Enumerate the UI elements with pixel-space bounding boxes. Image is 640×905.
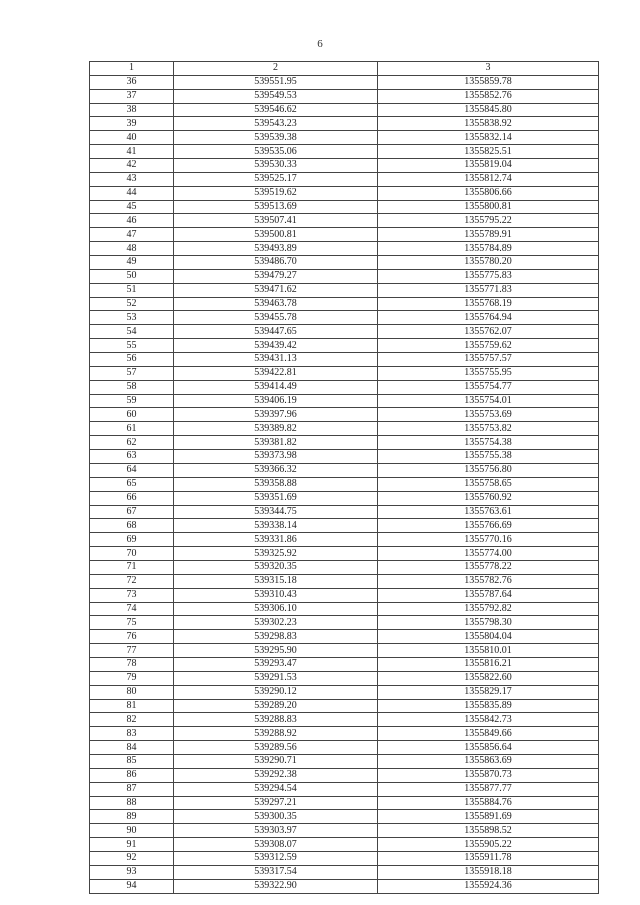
x-coordinate-cell: 539513.69 — [174, 200, 378, 214]
table-row — [90, 699, 599, 713]
x-coordinate-cell: 539303.97 — [174, 824, 378, 838]
y-coordinate-cell: 1355822.60 — [378, 671, 599, 685]
x-coordinate-cell: 539302.23 — [174, 616, 378, 630]
table-row — [90, 353, 599, 367]
x-coordinate-cell: 539455.78 — [174, 311, 378, 325]
point-number-cell: 47 — [90, 228, 174, 242]
table-row — [90, 422, 599, 436]
point-number-cell: 38 — [90, 103, 174, 117]
x-coordinate-cell: 539447.65 — [174, 325, 378, 339]
point-number-cell: 82 — [90, 713, 174, 727]
point-number-cell: 89 — [90, 810, 174, 824]
table-row — [90, 796, 599, 810]
point-number-cell: 63 — [90, 450, 174, 464]
table-row — [90, 242, 599, 256]
x-coordinate-cell: 539389.82 — [174, 422, 378, 436]
y-coordinate-cell: 1355816.21 — [378, 657, 599, 671]
column-header: 1 — [90, 62, 174, 76]
point-number-cell: 74 — [90, 602, 174, 616]
y-coordinate-cell: 1355905.22 — [378, 838, 599, 852]
point-number-cell: 45 — [90, 200, 174, 214]
point-number-cell: 93 — [90, 865, 174, 879]
point-number-cell: 46 — [90, 214, 174, 228]
table-row — [90, 394, 599, 408]
x-coordinate-cell: 539525.17 — [174, 172, 378, 186]
x-coordinate-cell: 539551.95 — [174, 75, 378, 89]
point-number-cell: 54 — [90, 325, 174, 339]
table-row — [90, 851, 599, 865]
point-number-cell: 85 — [90, 754, 174, 768]
point-number-cell: 72 — [90, 574, 174, 588]
x-coordinate-cell: 539308.07 — [174, 838, 378, 852]
point-number-cell: 44 — [90, 186, 174, 200]
table-row — [90, 865, 599, 879]
x-coordinate-cell: 539310.43 — [174, 588, 378, 602]
y-coordinate-cell: 1355757.57 — [378, 353, 599, 367]
table-row — [90, 519, 599, 533]
column-header: 3 — [378, 62, 599, 76]
x-coordinate-cell: 539292.38 — [174, 768, 378, 782]
point-number-cell: 61 — [90, 422, 174, 436]
y-coordinate-cell: 1355812.74 — [378, 172, 599, 186]
y-coordinate-cell: 1355877.77 — [378, 782, 599, 796]
y-coordinate-cell: 1355780.20 — [378, 256, 599, 270]
x-coordinate-cell: 539351.69 — [174, 491, 378, 505]
page-number: 6 — [317, 38, 323, 50]
x-coordinate-cell: 539290.71 — [174, 754, 378, 768]
table-row — [90, 741, 599, 755]
table-header-row — [90, 62, 599, 76]
x-coordinate-cell: 539406.19 — [174, 394, 378, 408]
table-row — [90, 713, 599, 727]
point-number-cell: 43 — [90, 172, 174, 186]
table-row — [90, 172, 599, 186]
y-coordinate-cell: 1355760.92 — [378, 491, 599, 505]
y-coordinate-cell: 1355754.77 — [378, 380, 599, 394]
table-row — [90, 547, 599, 561]
x-coordinate-cell: 539471.62 — [174, 283, 378, 297]
table-row — [90, 754, 599, 768]
y-coordinate-cell: 1355863.69 — [378, 754, 599, 768]
x-coordinate-cell: 539431.13 — [174, 353, 378, 367]
point-number-cell: 64 — [90, 463, 174, 477]
y-coordinate-cell: 1355784.89 — [378, 242, 599, 256]
x-coordinate-cell: 539295.90 — [174, 644, 378, 658]
table-row — [90, 436, 599, 450]
table-row — [90, 339, 599, 353]
y-coordinate-cell: 1355800.81 — [378, 200, 599, 214]
table-row — [90, 450, 599, 464]
point-number-cell: 58 — [90, 380, 174, 394]
y-coordinate-cell: 1355755.95 — [378, 366, 599, 380]
table-row — [90, 505, 599, 519]
point-number-cell: 59 — [90, 394, 174, 408]
table-row — [90, 283, 599, 297]
point-number-cell: 69 — [90, 533, 174, 547]
x-coordinate-cell: 539358.88 — [174, 477, 378, 491]
y-coordinate-cell: 1355787.64 — [378, 588, 599, 602]
point-number-cell: 49 — [90, 256, 174, 270]
x-coordinate-cell: 539463.78 — [174, 297, 378, 311]
point-number-cell: 68 — [90, 519, 174, 533]
point-number-cell: 81 — [90, 699, 174, 713]
point-number-cell: 42 — [90, 159, 174, 173]
table-row — [90, 685, 599, 699]
table-row — [90, 574, 599, 588]
point-number-cell: 62 — [90, 436, 174, 450]
y-coordinate-cell: 1355856.64 — [378, 741, 599, 755]
table-row — [90, 463, 599, 477]
point-number-cell: 70 — [90, 547, 174, 561]
x-coordinate-cell: 539300.35 — [174, 810, 378, 824]
point-number-cell: 90 — [90, 824, 174, 838]
y-coordinate-cell: 1355835.89 — [378, 699, 599, 713]
point-number-cell: 77 — [90, 644, 174, 658]
point-number-cell: 79 — [90, 671, 174, 685]
x-coordinate-cell: 539530.33 — [174, 159, 378, 173]
point-number-cell: 91 — [90, 838, 174, 852]
table-row — [90, 588, 599, 602]
x-coordinate-cell: 539373.98 — [174, 450, 378, 464]
point-number-cell: 76 — [90, 630, 174, 644]
y-coordinate-cell: 1355758.65 — [378, 477, 599, 491]
x-coordinate-cell: 539294.54 — [174, 782, 378, 796]
point-number-cell: 78 — [90, 657, 174, 671]
table-row — [90, 325, 599, 339]
point-number-cell: 92 — [90, 851, 174, 865]
x-coordinate-cell: 539288.92 — [174, 727, 378, 741]
x-coordinate-cell: 539306.10 — [174, 602, 378, 616]
table-row — [90, 89, 599, 103]
x-coordinate-cell: 539288.83 — [174, 713, 378, 727]
y-coordinate-cell: 1355774.00 — [378, 547, 599, 561]
x-coordinate-cell: 539519.62 — [174, 186, 378, 200]
table-row — [90, 782, 599, 796]
point-number-cell: 53 — [90, 311, 174, 325]
y-coordinate-cell: 1355754.01 — [378, 394, 599, 408]
point-number-cell: 86 — [90, 768, 174, 782]
point-number-cell: 88 — [90, 796, 174, 810]
point-number-cell: 65 — [90, 477, 174, 491]
x-coordinate-cell: 539549.53 — [174, 89, 378, 103]
y-coordinate-cell: 1355804.04 — [378, 630, 599, 644]
x-coordinate-cell: 539290.12 — [174, 685, 378, 699]
table-row — [90, 477, 599, 491]
y-coordinate-cell: 1355884.76 — [378, 796, 599, 810]
x-coordinate-cell: 539312.59 — [174, 851, 378, 865]
point-number-cell: 94 — [90, 879, 174, 893]
point-number-cell: 71 — [90, 560, 174, 574]
y-coordinate-cell: 1355764.94 — [378, 311, 599, 325]
point-number-cell: 39 — [90, 117, 174, 131]
table-row — [90, 491, 599, 505]
coordinates-table — [89, 61, 599, 894]
table-row — [90, 824, 599, 838]
y-coordinate-cell: 1355766.69 — [378, 519, 599, 533]
y-coordinate-cell: 1355763.61 — [378, 505, 599, 519]
point-number-cell: 80 — [90, 685, 174, 699]
y-coordinate-cell: 1355762.07 — [378, 325, 599, 339]
y-coordinate-cell: 1355911.78 — [378, 851, 599, 865]
table-row — [90, 380, 599, 394]
point-number-cell: 83 — [90, 727, 174, 741]
y-coordinate-cell: 1355775.83 — [378, 269, 599, 283]
table-row — [90, 117, 599, 131]
table-row — [90, 657, 599, 671]
y-coordinate-cell: 1355759.62 — [378, 339, 599, 353]
point-number-cell: 37 — [90, 89, 174, 103]
y-coordinate-cell: 1355778.22 — [378, 560, 599, 574]
table-row — [90, 186, 599, 200]
x-coordinate-cell: 539317.54 — [174, 865, 378, 879]
table-row — [90, 810, 599, 824]
table-row — [90, 256, 599, 270]
y-coordinate-cell: 1355838.92 — [378, 117, 599, 131]
point-number-cell: 75 — [90, 616, 174, 630]
table-row — [90, 533, 599, 547]
y-coordinate-cell: 1355770.16 — [378, 533, 599, 547]
y-coordinate-cell: 1355832.14 — [378, 131, 599, 145]
table-row — [90, 727, 599, 741]
y-coordinate-cell: 1355849.66 — [378, 727, 599, 741]
table-row — [90, 671, 599, 685]
x-coordinate-cell: 539479.27 — [174, 269, 378, 283]
x-coordinate-cell: 539493.89 — [174, 242, 378, 256]
x-coordinate-cell: 539298.83 — [174, 630, 378, 644]
x-coordinate-cell: 539289.20 — [174, 699, 378, 713]
y-coordinate-cell: 1355845.80 — [378, 103, 599, 117]
point-number-cell: 57 — [90, 366, 174, 380]
y-coordinate-cell: 1355819.04 — [378, 159, 599, 173]
x-coordinate-cell: 539439.42 — [174, 339, 378, 353]
table-row — [90, 269, 599, 283]
y-coordinate-cell: 1355753.82 — [378, 422, 599, 436]
point-number-cell: 60 — [90, 408, 174, 422]
x-coordinate-cell: 539539.38 — [174, 131, 378, 145]
table-row — [90, 75, 599, 89]
table-row — [90, 200, 599, 214]
y-coordinate-cell: 1355898.52 — [378, 824, 599, 838]
y-coordinate-cell: 1355806.66 — [378, 186, 599, 200]
table-row — [90, 560, 599, 574]
point-number-cell: 40 — [90, 131, 174, 145]
y-coordinate-cell: 1355859.78 — [378, 75, 599, 89]
table-row — [90, 131, 599, 145]
x-coordinate-cell: 539543.23 — [174, 117, 378, 131]
table-row — [90, 214, 599, 228]
x-coordinate-cell: 539344.75 — [174, 505, 378, 519]
table-row — [90, 838, 599, 852]
point-number-cell: 67 — [90, 505, 174, 519]
y-coordinate-cell: 1355825.51 — [378, 145, 599, 159]
x-coordinate-cell: 539291.53 — [174, 671, 378, 685]
y-coordinate-cell: 1355795.22 — [378, 214, 599, 228]
x-coordinate-cell: 539381.82 — [174, 436, 378, 450]
table-row — [90, 297, 599, 311]
x-coordinate-cell: 539315.18 — [174, 574, 378, 588]
x-coordinate-cell: 539397.96 — [174, 408, 378, 422]
table-row — [90, 879, 599, 893]
y-coordinate-cell: 1355891.69 — [378, 810, 599, 824]
point-number-cell: 48 — [90, 242, 174, 256]
point-number-cell: 52 — [90, 297, 174, 311]
table-row — [90, 228, 599, 242]
table-row — [90, 408, 599, 422]
x-coordinate-cell: 539289.56 — [174, 741, 378, 755]
table-row — [90, 159, 599, 173]
y-coordinate-cell: 1355829.17 — [378, 685, 599, 699]
x-coordinate-cell: 539320.35 — [174, 560, 378, 574]
table-row — [90, 103, 599, 117]
y-coordinate-cell: 1355789.91 — [378, 228, 599, 242]
y-coordinate-cell: 1355918.18 — [378, 865, 599, 879]
column-header: 2 — [174, 62, 378, 76]
x-coordinate-cell: 539331.86 — [174, 533, 378, 547]
table-row — [90, 630, 599, 644]
y-coordinate-cell: 1355754.38 — [378, 436, 599, 450]
y-coordinate-cell: 1355852.76 — [378, 89, 599, 103]
x-coordinate-cell: 539338.14 — [174, 519, 378, 533]
table-row — [90, 311, 599, 325]
y-coordinate-cell: 1355924.36 — [378, 879, 599, 893]
point-number-cell: 87 — [90, 782, 174, 796]
point-number-cell: 50 — [90, 269, 174, 283]
table-row — [90, 602, 599, 616]
x-coordinate-cell: 539325.92 — [174, 547, 378, 561]
table-row — [90, 616, 599, 630]
x-coordinate-cell: 539422.81 — [174, 366, 378, 380]
y-coordinate-cell: 1355756.80 — [378, 463, 599, 477]
point-number-cell: 36 — [90, 75, 174, 89]
x-coordinate-cell: 539293.47 — [174, 657, 378, 671]
point-number-cell: 56 — [90, 353, 174, 367]
x-coordinate-cell: 539366.32 — [174, 463, 378, 477]
point-number-cell: 66 — [90, 491, 174, 505]
y-coordinate-cell: 1355768.19 — [378, 297, 599, 311]
point-number-cell: 73 — [90, 588, 174, 602]
x-coordinate-cell: 539297.21 — [174, 796, 378, 810]
y-coordinate-cell: 1355792.82 — [378, 602, 599, 616]
table-row — [90, 366, 599, 380]
y-coordinate-cell: 1355771.83 — [378, 283, 599, 297]
point-number-cell: 51 — [90, 283, 174, 297]
y-coordinate-cell: 1355798.30 — [378, 616, 599, 630]
y-coordinate-cell: 1355755.38 — [378, 450, 599, 464]
x-coordinate-cell: 539535.06 — [174, 145, 378, 159]
x-coordinate-cell: 539500.81 — [174, 228, 378, 242]
y-coordinate-cell: 1355870.73 — [378, 768, 599, 782]
point-number-cell: 55 — [90, 339, 174, 353]
y-coordinate-cell: 1355810.01 — [378, 644, 599, 658]
y-coordinate-cell: 1355753.69 — [378, 408, 599, 422]
y-coordinate-cell: 1355842.73 — [378, 713, 599, 727]
x-coordinate-cell: 539414.49 — [174, 380, 378, 394]
table-row — [90, 145, 599, 159]
point-number-cell: 41 — [90, 145, 174, 159]
table-row — [90, 644, 599, 658]
x-coordinate-cell: 539322.90 — [174, 879, 378, 893]
y-coordinate-cell: 1355782.76 — [378, 574, 599, 588]
point-number-cell: 84 — [90, 741, 174, 755]
table-row — [90, 768, 599, 782]
x-coordinate-cell: 539507.41 — [174, 214, 378, 228]
x-coordinate-cell: 539486.70 — [174, 256, 378, 270]
x-coordinate-cell: 539546.62 — [174, 103, 378, 117]
